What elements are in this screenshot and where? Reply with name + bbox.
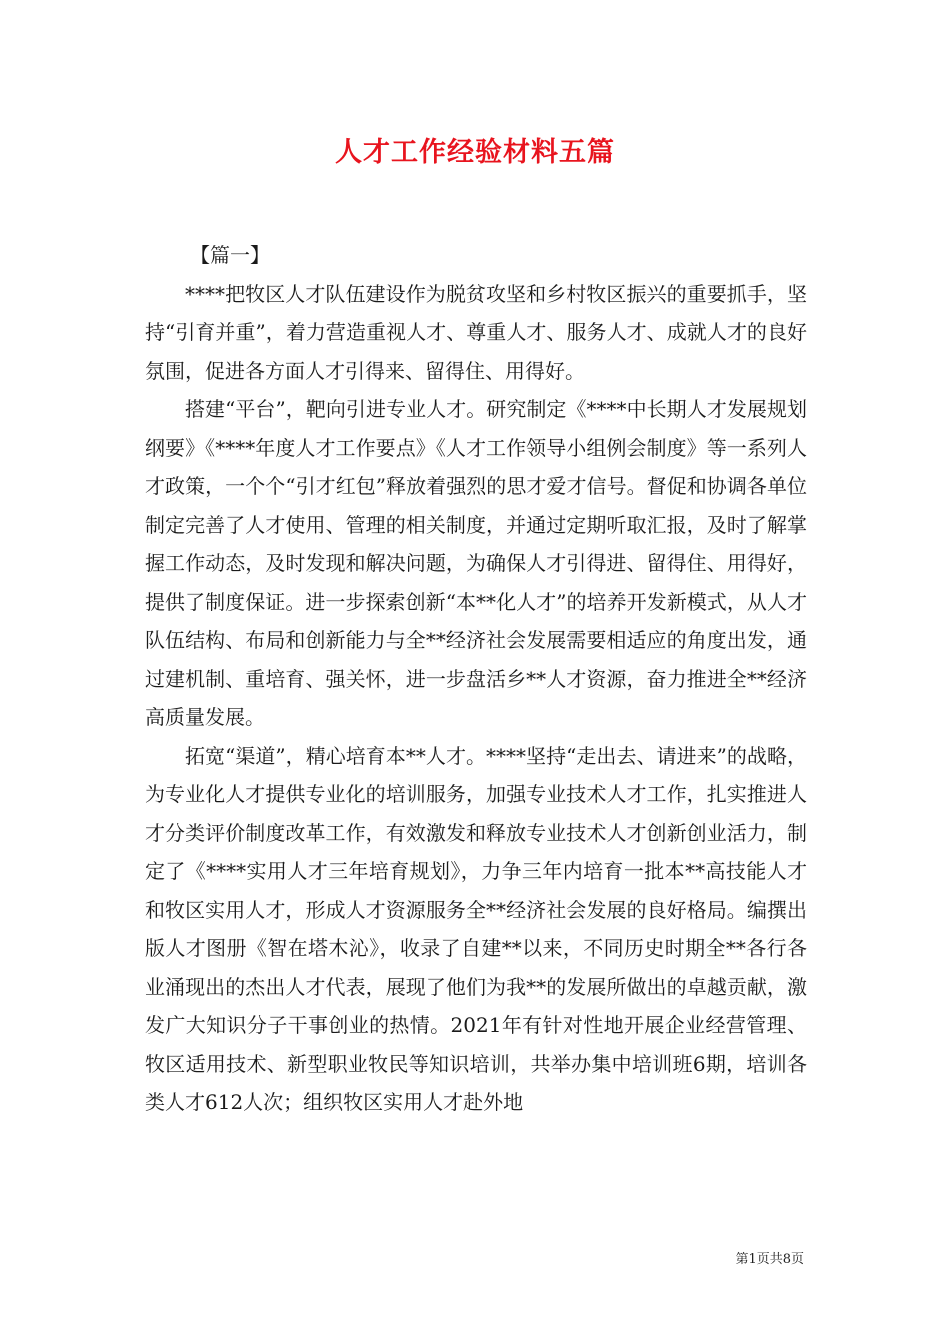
document-title: 人才工作经验材料五篇 bbox=[335, 137, 615, 168]
paragraph-platform: 搭建“平台”，靶向引进专业人才。研究制定《****中长期人才发展规划纲要》《****年度人才工作要点》《人才工作领导小组例会制度》等一系列人才政策，一个个“引才红包”释放着强烈的思才爱才信号。督促和协调各单位制定完善了人才使用、管理的相关制度，并通过定期听取汇报，及时了解掌握工作动态，及时发现和解决问题，为确保人才引得进、留得住、用得好，提供了制度保证。进一步探索创新“本**化人才”的培养开发新模式，从人才队伍结构、布局和创新能力与全**经济社会发展需要相适应的角度出发，通过建机制、重培育、强关怀，进一步盘活乡**人才资源，奋力推进全**经济高质量发展。 bbox=[145, 397, 807, 729]
paragraph-channel: 拓宽“渠道”，精心培育本**人才。****坚持“走出去、请进来”的战略，为专业化人才提供专业化的培训服务，加强专业技术人才工作，扎实推进人才分类评价制度改革工作，有效激发和释放专业技术人才创新创业活力，制定了《****实用人才三年培育规划》，力争三年内培育一批本**高技能人才和牧区实用人才，形成人才资源服务全**经济社会发展的良好格局。编撰出版人才图册《智在塔木沁》，收录了自建**以来，不同历史时期全**各行各业涌现出的杰出人才代表，展现了他们为我**的发展所做出的卓越贡献，激发广大知识分子干事创业的热情。2021年有针对性地开展企业经营管理、牧区适用技术、新型职业牧民等知识培训，共举办集中培训班6期，培训各类人才612人次；组织牧区实用人才赴外地 bbox=[145, 743, 807, 1114]
page-indicator: 第1页共8页 bbox=[735, 1252, 804, 1267]
document-body bbox=[145, 236, 807, 1122]
paragraph-intro: ****把牧区人才队伍建设作为脱贫攻坚和乡村牧区振兴的重要抓手，坚持“引育并重”，着力营造重视人才、尊重人才、服务人才、成就人才的良好氛围，促进各方面人才引得来、留得住、用得好。 bbox=[145, 281, 807, 383]
section-label: 【篇一】 bbox=[190, 243, 270, 267]
